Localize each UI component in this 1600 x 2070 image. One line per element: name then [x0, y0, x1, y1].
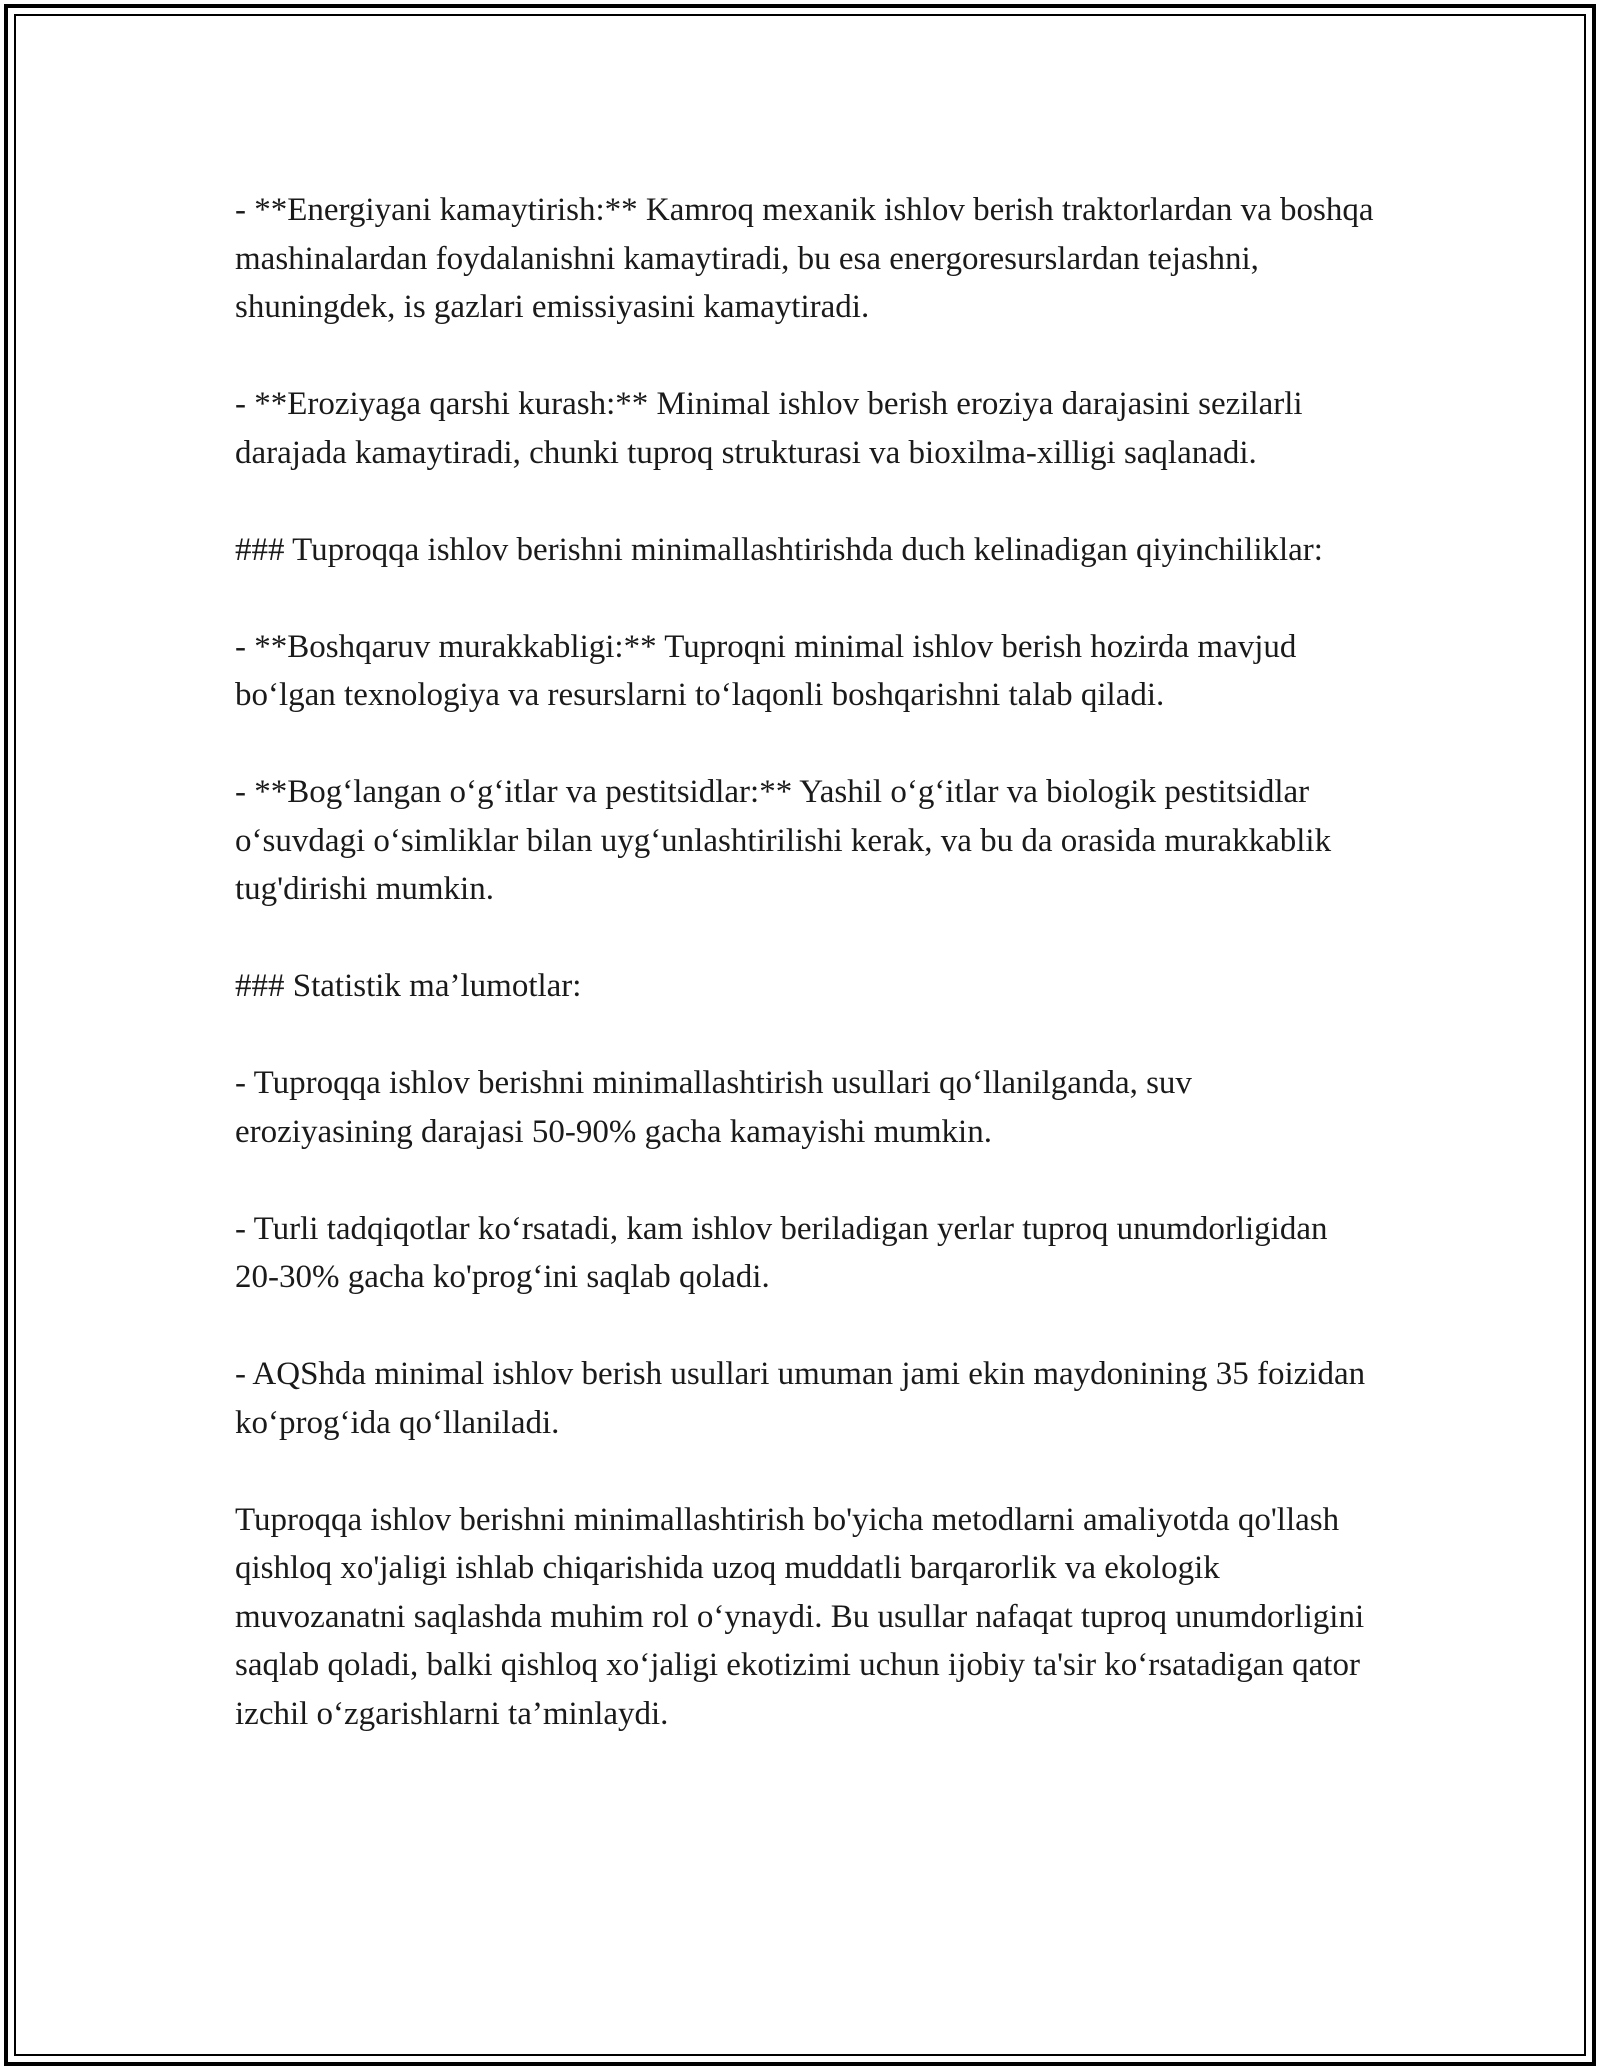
paragraph-stat-usa-usage: - AQShda minimal ishlov berish usullari umuman jami ekin maydonining 35 foizidan ko‘prog‘ida qo‘llaniladi.	[235, 1356, 1366, 1441]
document-body	[235, 186, 1375, 1738]
paragraph-stat-soil-fertility: - Turli tadqiqotlar ko‘rsatadi, kam ishlov beriladigan yerlar tuproq unumdorligidan 20-30% gacha ko'prog‘ini saqlab qoladi.	[235, 1210, 1328, 1295]
paragraph-conclusion: Tuproqqa ishlov berishni minimallashtirish bo'yicha metodlarni amaliyotda qo'llash qishloq xo'jaligi ishlab chiqarishida uzoq muddatli barqarorlik va ekologik muvozanatni saqlashda muhim rol o‘ynaydi. Bu usullar nafaqat tuproq unumdorligini saqlab qoladi, balki qishloq xo‘jaligi ekotizimi uchun ijobiy ta'sir ko‘rsatadigan qator izchil o‘zgarishlarni ta’minlaydi.	[235, 1501, 1365, 1732]
paragraph-energy-reduction: - **Energiyani kamaytirish:** Kamroq mexanik ishlov berish traktorlardan va boshqa mashinalardan foydalanishni kamaytiradi, bu esa energoresurslardan tejashni, shuningdek, is gazlari emissiyasini kamaytiradi.	[235, 192, 1374, 325]
heading-statistics: ### Statistik ma’lumotlar:	[235, 968, 582, 1004]
paragraph-stat-water-erosion: - Tuproqqa ishlov berishni minimallashtirish usullari qo‘llanilganda, suv eroziyasining darajasi 50-90% gacha kamayishi mumkin.	[235, 1065, 1192, 1150]
heading-challenges: ### Tuproqqa ishlov berishni minimallashtirishda duch kelinadigan qiyinchiliklar:	[235, 531, 1323, 568]
paragraph-erosion-control: - **Eroziyaga qarshi kurash:** Minimal ishlov berish eroziya darajasini sezilarli darajada kamaytiradi, chunki tuproq strukturasi va bioxilma-xilligi saqlanadi.	[235, 386, 1303, 471]
paragraph-management-complexity: - **Boshqaruv murakkabligi:** Tuproqni minimal ishlov berish hozirda mavjud bo‘lgan texnologiya va resurslarni to‘laqonli boshqarishni talab qiladi.	[235, 628, 1297, 713]
paragraph-fertilizers-pesticides: - **Bog‘langan o‘g‘itlar va pestitsidlar:** Yashil o‘g‘itlar va biologik pestitsidlar o‘suvdagi o‘simliklar bilan uyg‘unlashtirilishi kerak, va bu da orasida murakkablik tug'dirishi mumkin.	[235, 774, 1332, 907]
